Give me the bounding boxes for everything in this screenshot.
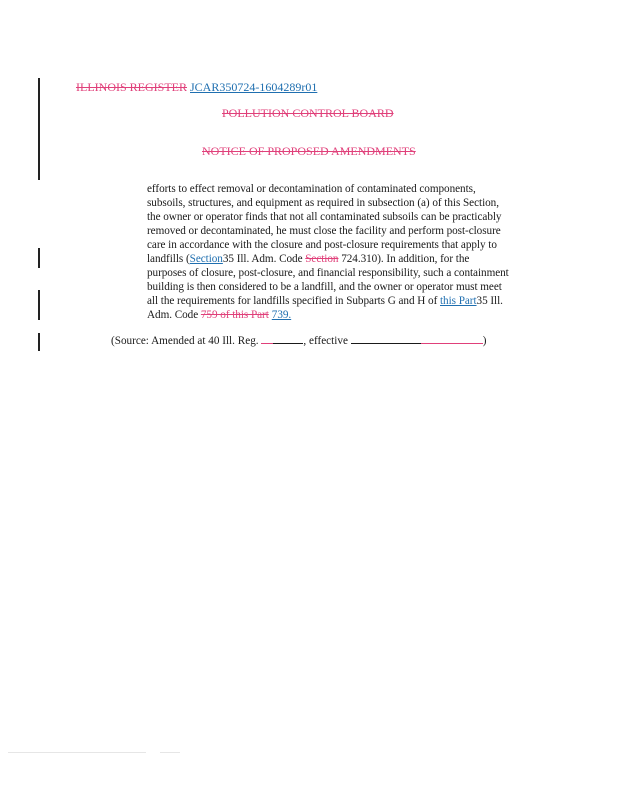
notice-header: NOTICE OF PROPOSED AMENDMENTS <box>202 144 416 158</box>
deleted-part-ref: 759 of this Part <box>200 309 269 321</box>
body-line-3: the owner or operator finds that not all contaminated subsoils can be practicably <box>147 211 502 223</box>
source-middle: , effective <box>303 335 351 347</box>
body-line-5: care in accordance with the closure and post-closure requirements that apply to <box>147 239 497 251</box>
footer-rule <box>8 752 146 753</box>
change-bar <box>38 290 40 320</box>
body-line-4: removed or decontaminated, he must close the facility and perform post-closure <box>147 225 501 237</box>
text-run: landfills ( <box>147 253 190 265</box>
text-run: 35 Ill. <box>476 295 503 307</box>
body-line-7: purposes of closure, post-closure, and financial responsibility, such a containment <box>147 267 509 279</box>
body-line-10 <box>147 309 291 321</box>
body-line-2: subsoils, structures, and equipment as required in subsection (a) of this Section, <box>147 197 499 209</box>
body-line-1: efforts to effect removal or decontamination of contaminated components, <box>147 183 476 195</box>
inserted-part-number: 739. <box>271 309 292 321</box>
body-line-9 <box>147 295 503 307</box>
text-run: 724.310). In addition, for the <box>338 253 470 265</box>
board-header: POLLUTION CONTROL BOARD <box>222 106 394 120</box>
deleted-section: Section <box>305 253 339 265</box>
body-line-6 <box>147 253 469 265</box>
text-run: Adm. Code <box>147 309 201 321</box>
text-run: all the requirements for landfills specified in Subparts G and H of <box>147 295 440 307</box>
change-bar <box>38 248 40 268</box>
source-prefix: (Source: Amended at 40 Ill. Reg. <box>111 335 262 347</box>
effective-blank-deleted <box>421 333 483 344</box>
change-bar <box>38 333 40 351</box>
register-inserted: JCAR350724-1604289r01 <box>190 80 318 94</box>
register-deleted: ILLINOIS REGISTER <box>76 80 187 94</box>
change-bar <box>38 78 40 180</box>
footer-rule <box>160 752 180 753</box>
register-header <box>76 80 317 95</box>
effective-blank <box>351 333 421 344</box>
inserted-this-part: this Part <box>440 295 477 307</box>
body-line-8: building is then considered to be a landfill, and the owner or operator must meet <box>147 281 502 293</box>
source-suffix: ) <box>482 335 487 347</box>
inserted-section: Section <box>189 253 223 265</box>
register-blank-deleted <box>261 333 273 344</box>
text-run: 35 Ill. Adm. Code <box>222 253 306 265</box>
source-note <box>111 333 486 347</box>
register-blank <box>273 333 303 344</box>
